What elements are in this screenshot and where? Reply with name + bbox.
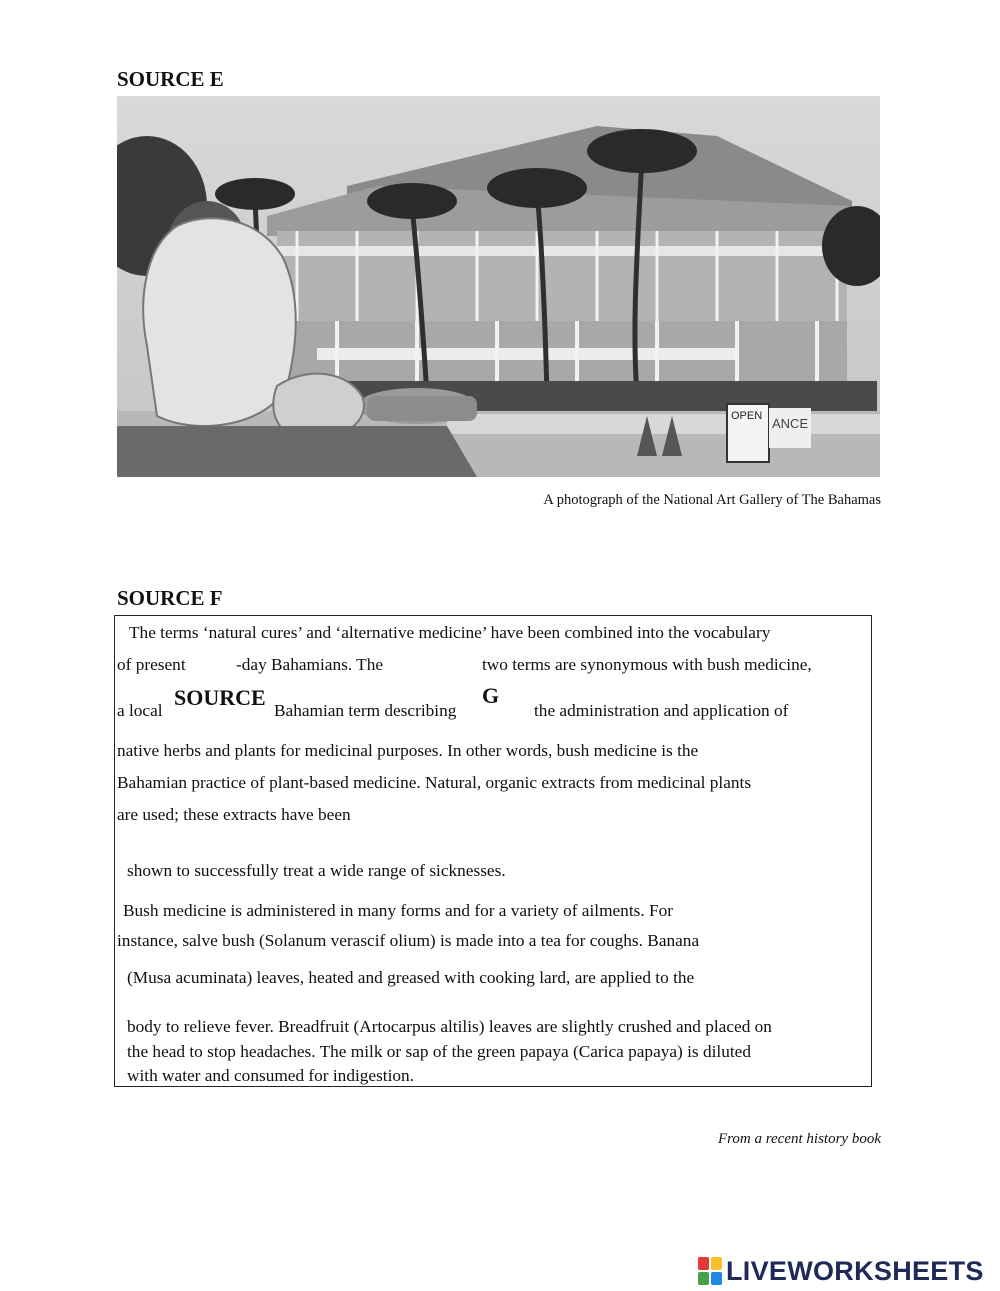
text-line: instance, salve bush (Solanum verascif olium) is made into a tea for coughs. Banana [117,931,700,950]
text-line: The terms ‘natural cures’ and ‘alternative medicine’ have been combined into the vocabulary [129,623,771,642]
source-f-text-box [114,615,872,1087]
national-art-gallery-photo [117,96,880,477]
photo-caption: A photograph of the National Art Gallery of The Bahamas [543,492,881,508]
text-line: -day Bahamians. The [236,655,384,674]
text-line: a local [117,701,163,720]
text-line: Bahamian practice of plant-based medicine. Natural, organic extracts from medicinal plants [117,773,752,792]
text-line: the head to stop headaches. The milk or sap of the green papaya (Carica papaya) is diluted [127,1042,751,1061]
source-attribution: From a recent history book [717,1131,881,1147]
text-line: are used; these extracts have been [117,805,351,824]
liveworksheets-logo[interactable] [698,1254,984,1288]
source-g-letter: G [482,683,500,708]
source-e-heading: SOURCE E [117,67,224,91]
source-f-heading: SOURCE F [117,586,223,610]
text-line: body to relieve fever. Breadfruit (Artocarpus altilis) leaves are slightly crushed and placed on [127,1017,772,1036]
text-line: shown to successfully treat a wide range of sicknesses. [127,861,506,880]
text-line: Bush medicine is administered in many forms and for a variety of ailments. For [123,901,673,920]
source-g-fragment: SOURCE [174,685,266,710]
text-line: Bahamian term describing [274,701,457,720]
liveworksheets-logo-text: LIVEWORKSHEETS [726,1255,984,1286]
text-line: of present [117,655,186,674]
photo-sign-open: OPEN [731,410,763,422]
liveworksheets-logo-icon [698,1257,722,1285]
text-line: the administration and application of [534,701,789,720]
photo-sign-entrance: ANCE [772,416,809,431]
text-line: (Musa acuminata) leaves, heated and greased with cooking lard, are applied to the [127,968,695,987]
text-line: with water and consumed for indigestion. [127,1066,414,1085]
text-line: two terms are synonymous with bush medicine, [482,655,812,674]
text-line: native herbs and plants for medicinal purposes. In other words, bush medicine is the [117,741,699,760]
